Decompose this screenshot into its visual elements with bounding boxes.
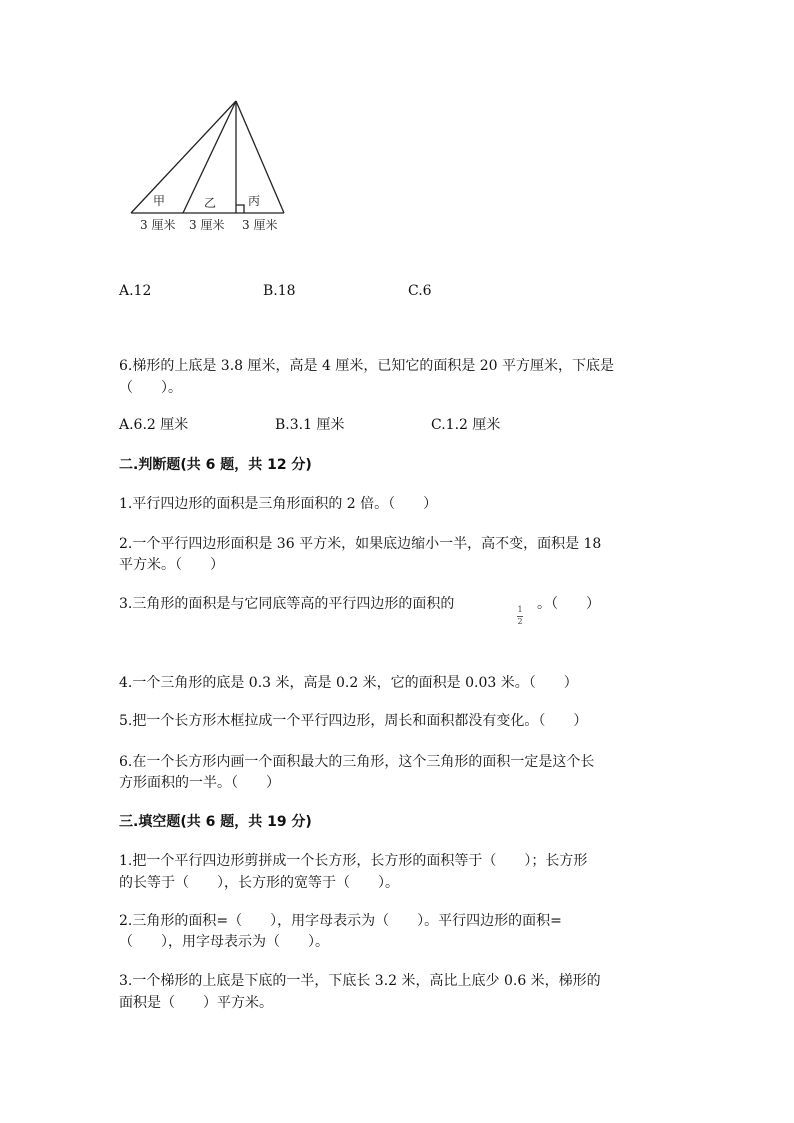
fill-item-3-line1: 3.一个梯形的上底是下底的一半，下底长 3.2 米，高比上底少 0.6 米，梯形的	[119, 973, 601, 989]
q5-option-a: A.12	[119, 283, 152, 299]
q5-option-c: C.6	[408, 283, 432, 299]
triangle-figure	[120, 92, 300, 242]
section3-title: 三.填空题(共 6 题，共 19 分)	[119, 814, 312, 830]
fill-item-1-line2: 的长等于（ ），长方形的宽等于（ ）。	[119, 875, 399, 891]
right-angle-mark	[236, 205, 244, 213]
fill-item-3-line2: 面积是（ ）平方米。	[119, 995, 273, 1011]
fill-item-2-line2: （ ），用字母表示为（ ）。	[119, 934, 329, 950]
q6-text-line1: 6.梯形的上底是 3.8 厘米，高是 4 厘米，已知它的面积是 20 平方厘米，下底是	[119, 358, 615, 374]
q6-option-b: B.3.1 厘米	[275, 417, 345, 433]
q5-option-b: B.18	[263, 283, 296, 299]
region-label-jia: 甲	[153, 194, 166, 208]
region-label-yi: 乙	[204, 196, 217, 210]
q6-text-line2: （ ）。	[119, 380, 182, 396]
judge-item-2-line2: 平方米。（ ）	[119, 557, 224, 573]
q6-option-c: C.1.2 厘米	[431, 417, 501, 433]
judge-item-2-line1: 2.一个平行四边形面积是 36 平方米，如果底边缩小一半，高不变，面积是 18	[119, 536, 602, 552]
segment-label-2: 3 厘米	[189, 218, 225, 232]
segment-label-3: 3 厘米	[242, 218, 278, 232]
judge-item-4: 4.一个三角形的底是 0.3 米，高是 0.2 米，它的面积是 0.03 米。（ ）	[119, 675, 578, 691]
judge-item-5: 5.把一个长方形木框拉成一个平行四边形，周长和面积都没有变化。（ ）	[119, 713, 588, 729]
fill-item-1-line1: 1.把一个平行四边形剪拼成一个长方形，长方形的面积等于（ ）；长方形	[119, 853, 588, 869]
fraction-denominator: 2	[517, 617, 523, 626]
left-side-line	[131, 101, 236, 213]
fill-item-2-line1: 2.三角形的面积=（ ），用字母表示为（ ）。平行四边形的面积=	[119, 913, 562, 929]
judge-item-1: 1.平行四边形的面积是三角形面积的 2 倍。（ ）	[119, 496, 438, 512]
segment-label-1: 3 厘米	[140, 218, 176, 232]
fraction-numerator: 1	[517, 605, 523, 614]
judge-item-6-line2: 方形面积的一半。（ ）	[119, 775, 280, 791]
section2-title: 二.判断题(共 6 题，共 12 分)	[119, 457, 312, 473]
judge-item-3: 3.三角形的面积是与它同底等高的平行四边形的面积的	[119, 596, 455, 612]
q6-option-a: A.6.2 厘米	[119, 417, 189, 433]
judge-item-3-tail: 。（ ）	[537, 596, 600, 612]
judge-item-6-line1: 6.在一个长方形内画一个面积最大的三角形，这个三角形的面积一定是这个长	[119, 754, 595, 770]
region-label-bing: 丙	[248, 194, 261, 208]
